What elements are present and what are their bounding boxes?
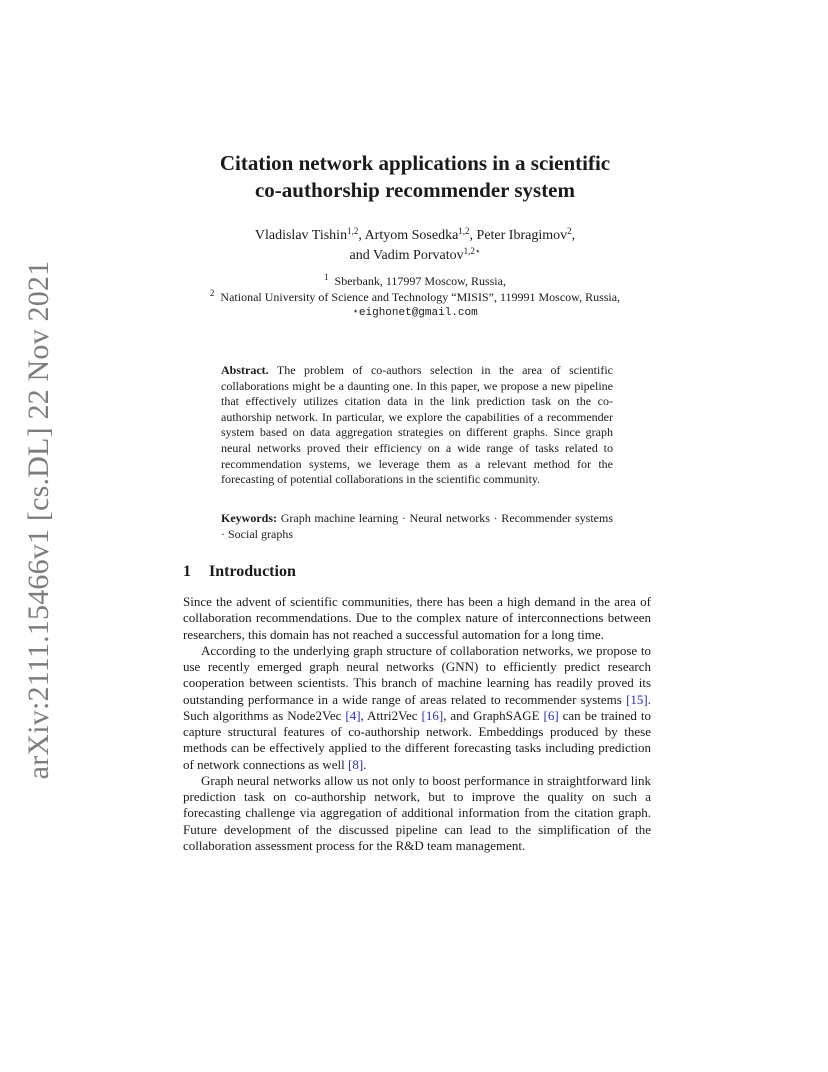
arxiv-identifier-text: arXiv:2111.15466v1 [cs.DL] 22 Nov 2021 (22, 260, 55, 780)
citation-link[interactable]: [16] (421, 707, 444, 723)
text-run: , Attri2Vec (360, 707, 422, 723)
citation-link[interactable]: [6] (543, 707, 559, 723)
citation-link[interactable]: [4] (345, 707, 361, 723)
author-name: Vladislav Tishin (254, 228, 348, 243)
text-run: , and GraphSAGE (443, 707, 544, 723)
affiliation-text: Sberbank, 117997 Moscow, Russia, (334, 274, 506, 288)
author-name: Peter Ibragimov (476, 228, 568, 243)
affiliation-mark: 1 (324, 272, 329, 282)
author-affiliation-mark: 1,2 (458, 226, 470, 236)
author-affiliation-mark: 2 (567, 226, 572, 236)
affiliation-text: National University of Science and Technology “MISIS”, 119991 Moscow, Russia, (220, 290, 621, 304)
keywords-label: Keywords: (221, 511, 277, 525)
section-title: Introduction (209, 563, 296, 580)
section-number: 1 (183, 563, 191, 580)
section-heading (183, 563, 296, 581)
paper-title (150, 150, 680, 204)
text-run: . Such algorithms as Node2Vec (183, 691, 651, 723)
affiliation-2 (150, 289, 680, 305)
abstract-label: Abstract. (221, 363, 269, 377)
title-line-2: co-authorship recommender system (254, 178, 575, 202)
keywords-text: Graph machine learning · Neural networks · Recommender systems · Social graphs (221, 511, 614, 541)
paragraph: Graph neural networks allow us not only to boost performance in straightforward link prediction task on co-authorship network, but to improve the quality on such a forecasting challenge via aggregation of additional information from the citation graph. Future development of the discussed pipeline can lead to the simplification of the collaboration assessment process for the R&D team management. (183, 772, 651, 853)
keywords (221, 511, 613, 542)
abstract-text: The problem of co-authors selection in the area of scientific collaborations might be a daunting one. In this paper, we propose a new pipeline that effectively utilizes citation data in the link prediction task on the co-authorship network. In particular, we explore the capabilities of a recommender system based on data aggregation strategies on different graphs. Since graph neural networks proved their efficiency on a wide range of tasks related to recommendation systems, we leverage them as a relevant method for the forecasting of potential collaborations in the scientific community. (221, 363, 613, 487)
affiliation-mark: 2 (209, 288, 215, 298)
text-run: . (363, 756, 367, 772)
abstract (221, 363, 613, 488)
citation-link[interactable]: [15] (626, 691, 648, 707)
affiliations (150, 273, 680, 321)
author-affiliation-mark: 1,2⋆ (463, 246, 481, 256)
section-body (183, 594, 651, 854)
author-line-2 (150, 246, 680, 266)
author-affiliation-mark: 1,2 (347, 226, 359, 236)
author-name: and Vadim Porvatov (349, 248, 464, 263)
citation-link[interactable]: [8] (347, 756, 364, 772)
email: ⋆eighonet@gmail.com (352, 307, 478, 319)
paragraph: Since the advent of scientific communities, there has been a high demand in the area of collaboration recommendations. Due to the complex nature of interconnections between researchers, this domain has not reached a successful automation for a long time. (183, 594, 651, 642)
paragraph (183, 643, 651, 773)
author-name: Artyom Sosedka (364, 228, 459, 243)
text-run: According to the underlying graph structure of collaboration networks, we propose to use recently emerged graph neural networks (GNN) to efficiently predict research cooperation between scientists. This branch of machine learning has readily proved its outstanding performance in a wide range of areas related to recommender systems (183, 642, 651, 707)
title-line-1: Citation network applications in a scientific (219, 151, 611, 175)
arxiv-identifier (22, 260, 56, 780)
author-list (150, 226, 680, 266)
text-run: can be trained to capture structural features of co-authorship network. Embeddings produced by these methods can be effectively applied to the different forecasting tasks including prediction of network connections as well (183, 707, 651, 772)
affiliation-1 (150, 273, 680, 289)
author-line-1: Vladislav Tishin$^{1,2}$, Artyom Sosedka$^{1,2}$, Peter Ibragimov$^2$, (254, 226, 576, 243)
